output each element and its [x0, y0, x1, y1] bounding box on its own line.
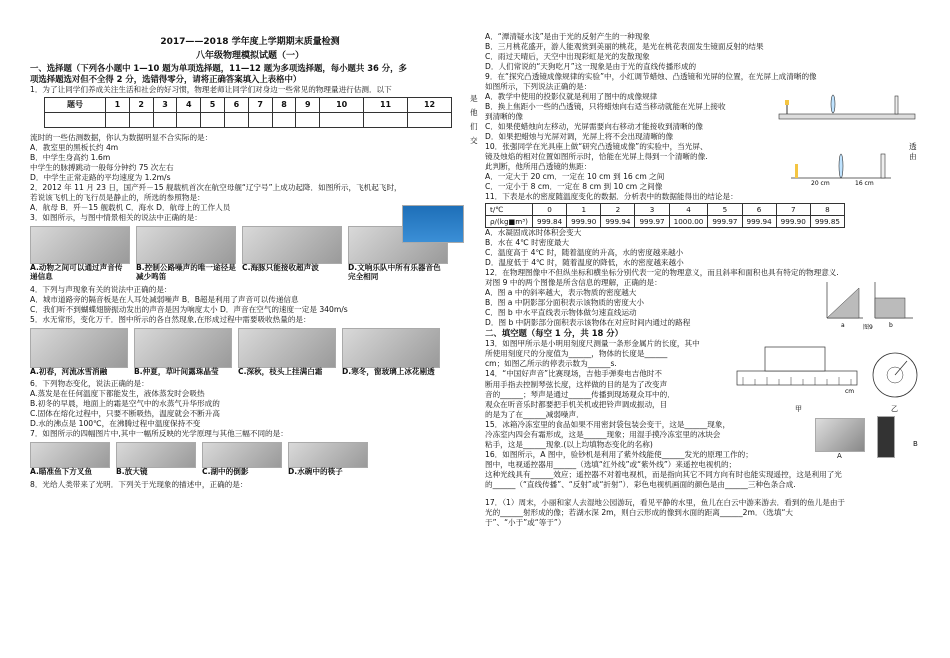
answer-number: 5: [201, 97, 225, 112]
q3-caption: A.动物之间可以通过声音传递信息: [30, 263, 123, 281]
q10-option: C．一定小于 8 cm．一定在 8 cm 到 10 cm 之间像: [485, 182, 663, 192]
side-char: 是: [470, 94, 478, 103]
lens-distance-figure: [785, 142, 897, 186]
density-cell: 1000.00: [669, 216, 708, 228]
q11-option: C．温度高于 4℃ 时，随着温度的升高，水的密度越来越小: [485, 248, 684, 258]
q6-line: 6．下列物态变化，说法正确的是：: [30, 379, 149, 389]
q3-figure-a: [30, 226, 130, 281]
ruler-stopwatch-figure: [735, 331, 921, 419]
river-photo: [30, 328, 128, 368]
q7-figure-d: [288, 442, 368, 477]
q10-option: A．一定大于 20 cm．一定在 10 cm 到 16 cm 之间: [485, 172, 665, 182]
q5-figure-c: [238, 328, 336, 377]
q8-option: C．雨过天晴后，天空中出现彩虹是光的发散现象: [485, 52, 650, 62]
answer-number: 2: [129, 97, 153, 112]
exam-subtitle: 八年级物理模拟试题（一）: [195, 50, 304, 61]
q15-line: 粘手，这是______现象.(以上均填物态变化的名称): [485, 439, 653, 449]
temp-cell: 2: [601, 204, 635, 216]
answer-cell[interactable]: [248, 112, 272, 127]
answer-cell[interactable]: [272, 112, 296, 127]
density-cell: 999.97: [635, 216, 669, 228]
answer-number: 6: [224, 97, 248, 112]
q5-figures: [30, 328, 470, 377]
q5-caption: D.寒冬，窗玻璃上冰花剔透: [342, 366, 435, 376]
q9-block: [485, 92, 925, 142]
q1-option: A．教室里的黑板长约 4m: [30, 142, 119, 152]
answer-cell[interactable]: [364, 112, 408, 127]
answer-cell[interactable]: [320, 112, 364, 127]
q16-line: 这种光线具有______效应；遥控器不对着电视机，而是指向其它不同方向有时也能实现遥控，这是利用了光: [485, 469, 842, 479]
q11-option: D．温度低于 4℃ 时，随着温度的降低，水的密度越来越小: [485, 258, 684, 268]
q12-option: D．图 b 中阴影部分面积表示该物体在对应时间内通过的路程: [485, 318, 691, 328]
highway-photo: [136, 226, 236, 264]
q9-option: B．换上焦距小一些的凸透镜，只将蜡烛向右适当移动就能在光屏上接收: [485, 102, 726, 112]
answer-cell[interactable]: [224, 112, 248, 127]
q13-line: cm；如图乙所示的停表示数为______s.: [485, 359, 617, 369]
section1-heading-2: 项选择题选对但不全得 2 分，选错得零分，请将正确答案填入上表格中）: [30, 73, 302, 84]
q17-line: 光的______射形成的像；若湖水深 2m，则白云形成的像到水面的距离______2m．（选填“大: [485, 507, 793, 517]
fig9-caption: 图9: [863, 324, 873, 332]
q5-figure-b: [134, 328, 232, 377]
side-text: [470, 92, 480, 148]
q9-option: A．教学中使用的投影仪就是利用了图中的成像规律: [485, 92, 658, 102]
q11-option: B．水在 4℃ 时密度最大: [485, 238, 570, 248]
q5-line: 5．水无常形，变化万千．图中所示的各自然现象,在形成过程中需要吸收热量的是：: [30, 314, 311, 324]
q15-line: 冷冻室内四会有霜形成，这是______现象；用湿手摸冷冻室里的冰块会: [485, 429, 721, 439]
temp-cell: 3: [635, 204, 669, 216]
q17-line: 于”、“小于”或“等于”）: [485, 517, 566, 527]
q7-figure-b: [116, 442, 196, 477]
q3-caption: B.控制公路噪声的唯一途径是减少鸣笛: [136, 263, 236, 281]
q11-option: A．水凝固成冰时体积会变大: [485, 228, 582, 238]
answer-cell[interactable]: [45, 112, 106, 127]
q14-line: 的是为了在______减弱噪声．: [485, 409, 584, 419]
fig9-label-b: b: [889, 322, 893, 330]
q7-caption: C.湖中的倒影: [202, 467, 249, 477]
q15-q16-block: [485, 420, 925, 490]
q1-intro: 1．为了让同学们养成关注生活和社会的好习惯，物理老师让同学们对身边一些常见的物理量进行估测．以下: [30, 84, 392, 94]
q5-caption: A.初春，河流冰雪消融: [30, 366, 108, 376]
answer-number: 4: [177, 97, 201, 112]
ruler-label-jia: 甲: [795, 405, 802, 414]
answer-cell[interactable]: [106, 112, 130, 127]
q16-line: 16．如图所示，A 图中，验钞机是利用了紫外线能使______发光的原理工作的；: [485, 449, 753, 459]
temp-cell: 7: [776, 204, 810, 216]
answer-cell[interactable]: [408, 112, 452, 127]
density-cell: 999.90: [776, 216, 810, 228]
q7-caption: B.放大镜: [116, 467, 148, 477]
q6-option: C.固体在熔化过程中，只要不断吸热，温度就会不断升高: [30, 409, 220, 419]
section2-heading: 二、填空题（每空 1 分，共 18 分）: [485, 328, 624, 339]
q8-option: D．人们常说的“天狗吃月”这一现象是由于光的直线传播形成的: [485, 62, 697, 72]
density-row-label: t/℃: [486, 204, 533, 216]
q3-caption: C.海豚只能接收超声波: [242, 263, 319, 273]
q7-figure-a: [30, 442, 110, 477]
answer-table-header: 题号: [45, 97, 106, 112]
answer-number: 12: [408, 97, 452, 112]
q9-line: 9．在“探究凸透镜成像规律的实验”中，小红调节蜡烛、凸透镜和光屏的位置，在光屏上成清晰的像: [485, 72, 817, 82]
q13-line: 所使用刻度尺的分度值为______，物体的长度是______: [485, 349, 668, 359]
q10-side-text: 透由: [909, 142, 917, 162]
temp-cell: 1: [567, 204, 601, 216]
temp-cell: 5: [708, 204, 742, 216]
dew-photo: [134, 328, 232, 368]
figure-9-graphs: [823, 278, 919, 330]
answer-cell[interactable]: [153, 112, 177, 127]
money-detector-photo: [815, 418, 865, 452]
q1-line: 流时的一些估测数据，你认为数据明显不合实际的是：: [30, 132, 213, 142]
answer-number: 10: [320, 97, 364, 112]
optical-bench-figure: [777, 92, 917, 126]
q15-line: 15．冰箱冷冻室里的食品如果不用密封袋包装会变干，这是______现象，: [485, 419, 731, 429]
temp-cell: 4: [669, 204, 708, 216]
temp-cell: 8: [810, 204, 844, 216]
q14-line: 音的______；琴声是通过______传播到现场观众耳中的．: [485, 389, 675, 399]
q7-line: 7．如图所示的四幅图片中,其中一幅所反映的光学原理与其他三幅不同的是：: [30, 429, 288, 439]
q12-option: C．图 b 中水平直线表示物体做匀速直线运动: [485, 308, 637, 318]
q16-label-a: A: [837, 451, 842, 460]
q7-caption: D.水碗中的筷子: [288, 467, 343, 477]
q9-option: 到清晰的像: [485, 112, 523, 122]
answer-number: 3: [153, 97, 177, 112]
density-cell: 999.97: [708, 216, 742, 228]
q9-option: D．如果把蜡烛与光屏对调，光屏上将不会出现清晰的像: [485, 132, 674, 142]
q14-line: 14．“中国好声音”比赛现场，吉他手弹奏电吉他时不: [485, 369, 662, 379]
q16-line: 图中，电视遥控器用______（选填“红外线”或“紫外线”）来遥控电视机的；: [485, 459, 737, 469]
temp-cell: 6: [742, 204, 776, 216]
ice-flower-photo: [342, 328, 440, 368]
fig9-label-a: a: [841, 322, 845, 330]
answer-cell[interactable]: [177, 112, 201, 127]
q8-option: A．“潭清疑水浅”是由于光的反射产生的一种现象: [485, 32, 650, 41]
q1-option: 中学生的脉搏跳动一般每分钟约 75 次左右: [30, 163, 174, 172]
exam-title: 2017——2018 学年度上学期期末质量检测: [160, 37, 340, 47]
q11-line: 11．下表是水的密度随温度变化的数据．分析表中的数据能得出的结论是：: [485, 192, 738, 202]
q3-figure-b: [136, 226, 236, 281]
answer-number: 1: [106, 97, 130, 112]
q5-figure-a: [30, 328, 128, 377]
right-column: [485, 0, 925, 658]
q8-option: B．三月桃花盛开，游人能观赏到美丽的桃花，是光在桃花表面发生镜面反射的结果: [485, 42, 764, 52]
side-char: 交: [470, 136, 478, 145]
density-table: [485, 203, 845, 228]
q17-line: 17．（1）周末，小丽和家人去湿地公园游玩，看见平静的水里，鱼儿在白云中游来游去．看到的鱼儿是由于: [485, 497, 846, 507]
q7-figure-c: [202, 442, 282, 477]
density-cell: 999.85: [810, 216, 844, 228]
answer-cell[interactable]: [129, 112, 153, 127]
side-char: 们: [470, 122, 478, 131]
side-char: 他: [470, 108, 478, 117]
q1-option: D．中学生正常走路的平均速度为 1.2m/s: [30, 173, 171, 183]
q6-option: B.初冬的早晨，地面上的霜是空气中的水蒸气升华形成的: [30, 399, 220, 409]
density-row-label: ρ/(kg■m³): [486, 216, 533, 228]
q13-q14-block: [485, 339, 925, 419]
left-column: [30, 0, 478, 658]
q16-label-b: B: [913, 439, 918, 448]
answer-cell[interactable]: [296, 112, 320, 127]
animals-photo: [30, 226, 130, 264]
q3-figure-c: [242, 226, 342, 281]
answer-table: [44, 97, 452, 128]
q10-block: [485, 142, 925, 202]
q10-line: 10．张强同学在光具座上做“研究凸透镜成像”的实验中，当光屏、: [485, 142, 708, 152]
density-cell: 999.94: [601, 216, 635, 228]
answer-number: 11: [364, 97, 408, 112]
q3-caption: D.文响乐队中所有乐器音色完全相同: [348, 263, 441, 281]
density-cell: 999.90: [567, 216, 601, 228]
q6-option: A.蒸发是在任何温度下都能发生，液体蒸发时会吸热: [30, 389, 205, 399]
answer-number: 9: [296, 97, 320, 112]
q12-line: 12．在物理图像中不但纵坐标和横坐标分别代表一定的物理意义，而且斜率和面积也具有特定的物理意义.: [485, 268, 839, 278]
q13-line: 13．如图甲所示是小明用刻度尺测量一条形金属片的长度，其中: [485, 339, 700, 349]
q4-option: A．城市道路旁的隔音板是在人耳处减弱噪声 B．B超是利用了声音可以传递信息: [30, 294, 299, 304]
q12-option: B．图 a 中阴影部分面积表示该物质的密度大小: [485, 298, 644, 308]
q8-line: 8．光给人类带来了光明．下列关于光现象的描述中，正确的是：: [30, 480, 248, 490]
q2-line: 若说该飞机上的飞行员是静止的，所选的参照物是：: [30, 193, 205, 203]
density-cell: 999.94: [742, 216, 776, 228]
answer-number: 7: [248, 97, 272, 112]
q7-figures: [30, 442, 470, 477]
q5-caption: C.深秋，枝头上挂满白霜: [238, 366, 323, 376]
q6-option: D.水的沸点是 100℃，在沸腾过程中温度保持不变: [30, 419, 201, 429]
density-cell: 999.84: [533, 216, 567, 228]
q12-line: 对图 9 中的两个图像是所含信息的理解，正确的是：: [485, 278, 662, 288]
stopwatch-label-yi: 乙: [891, 405, 898, 414]
spearfishing-photo: [30, 442, 110, 468]
frost-photo: [238, 328, 336, 368]
distance-label-1: 20 cm: [811, 180, 830, 188]
q5-caption: B.仲夏，草叶间露珠晶莹: [134, 366, 219, 376]
q5-figure-d: [342, 328, 440, 377]
carrier-jet-photo: [402, 205, 464, 243]
ruler-unit: cm: [845, 388, 855, 396]
q14-line: 断用手指去控制琴弦长度，这样做的目的是为了改变声: [485, 379, 668, 389]
q10-line: 镜及烛焰的相对位置如图所示时，恰能在光屏上得到一个清晰的像.: [485, 152, 708, 162]
section1-heading: 一、选择题（下列各小题中 1—10 题为单项选择题，11—12 题为多项选择题，每小题共 36 分，多: [30, 62, 407, 73]
temp-cell: 0: [533, 204, 567, 216]
q16-line: 的______（“直线传播”、“反射”或“折射”）．彩色电视机画面的颜色是由______三种色条合成.: [485, 479, 796, 489]
q12-block: [485, 288, 925, 332]
answer-number: 8: [272, 97, 296, 112]
q14-line: 观众在听音乐时都要把手机关机或把铃声调成振动，目: [485, 399, 668, 409]
q1-option: B．中学生身高约 1.6m: [30, 152, 111, 162]
magnifier-photo: [116, 442, 196, 468]
distance-label-2: 16 cm: [855, 180, 874, 188]
q4-option: C．我们听不到蝴蝶翅膀振动发出的声音是因为响度太小 D．声音在空气的速度一定是 340m/s: [30, 304, 348, 314]
answer-cell[interactable]: [201, 112, 225, 127]
q4-line: 4．下列与声现象有关的说法中正确的是：: [30, 284, 172, 294]
q7-caption: A.瞄准鱼下方叉鱼: [30, 467, 93, 477]
q2-options: A．航母 B．歼－15 舰载机 C．海水 D．航母上的工作人员: [30, 203, 231, 213]
dolphin-photo: [242, 226, 342, 264]
lake-reflection-photo: [202, 442, 282, 468]
q10-line: 此判断，他所用凸透镜的焦距：: [485, 162, 592, 172]
q9-option: C．如果使蜡烛向左移动，光屏需要向右移动才能接收到清晰的像: [485, 122, 703, 132]
q12-option: A．图 a 中的斜率越大，表示物质的密度越大: [485, 288, 637, 298]
q9-line: 如图所示，下列说法正确的是：: [485, 82, 592, 92]
q3-line: 3．如图所示，与图中情景相关的说法中正确的是：: [30, 213, 202, 223]
remote-control-photo: [877, 416, 895, 458]
chopsticks-photo: [288, 442, 368, 468]
q2-line: 2．2012 年 11 月 23 日，国产歼－15 舰载机首次在航空母舰“辽宁号”上成功起降．如图所示，飞机起飞时，: [30, 183, 402, 193]
